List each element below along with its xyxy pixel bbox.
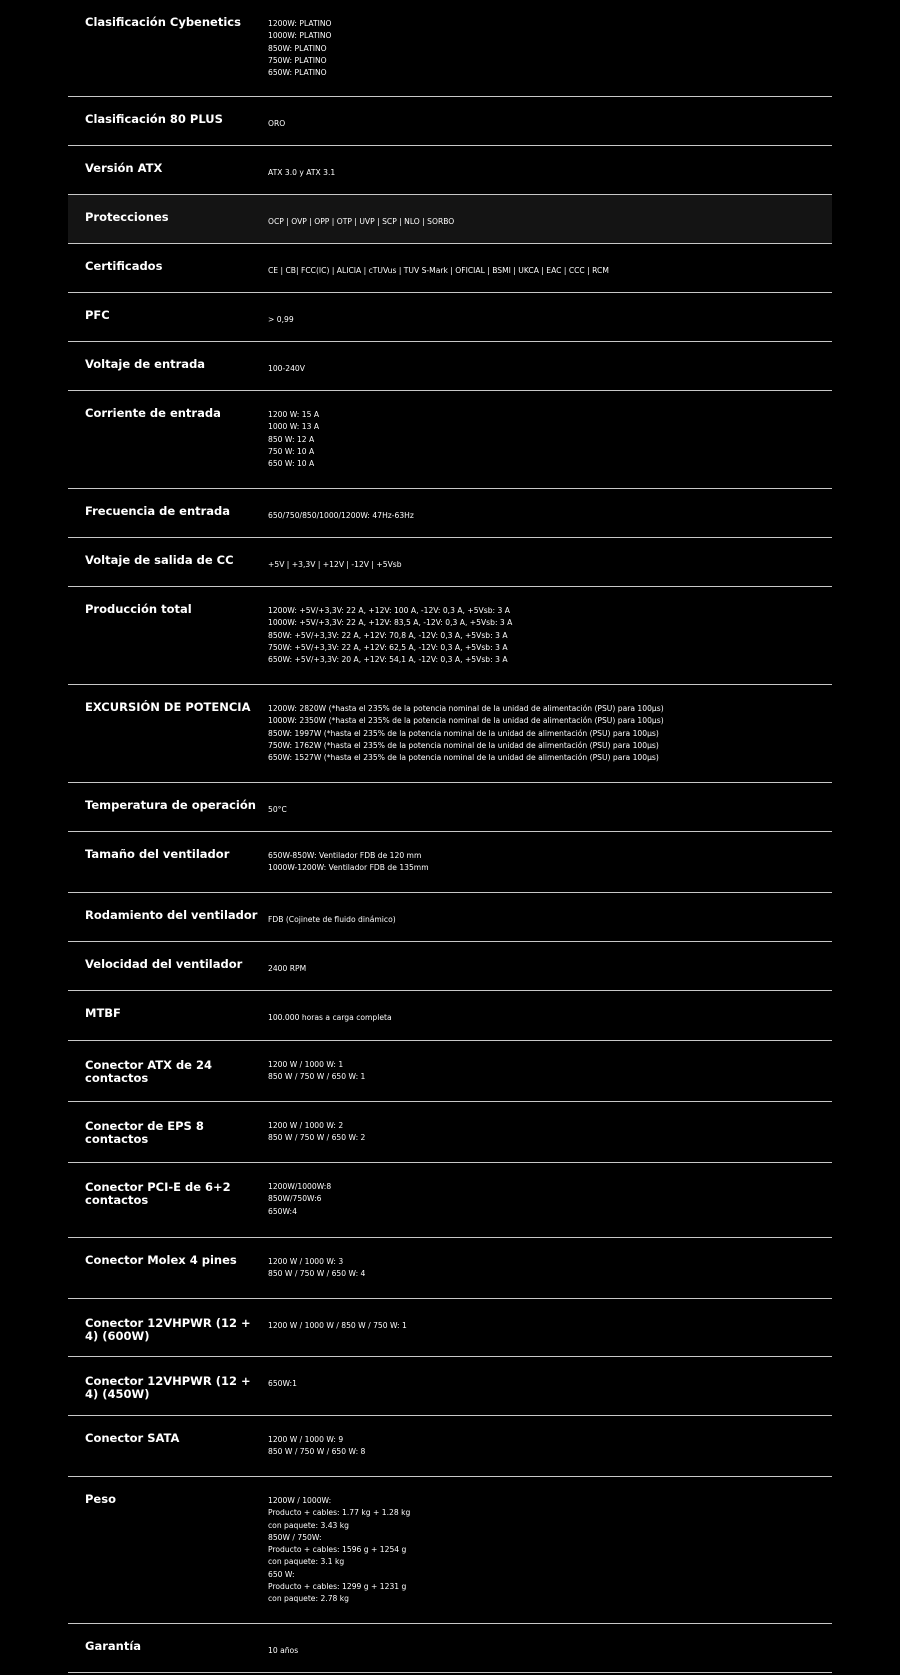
spec-label: Producción total — [85, 602, 192, 616]
spec-value-line: 750 W: 10 A — [268, 446, 315, 456]
spec-value — [268, 216, 826, 228]
spec-value-line: 1000W: +5V/+3,3V: 22 A, +12V: 83,5 A, -12V: 0,3 A, +5Vsb: 3 A — [268, 618, 513, 628]
spec-value — [268, 559, 826, 571]
spec-value-line: ORO — [268, 119, 286, 128]
spec-value-line: Producto + cables: 1596 g + 1254 g — [268, 1545, 407, 1555]
spec-row — [68, 783, 832, 832]
spec-value — [268, 963, 826, 975]
spec-value — [268, 605, 826, 666]
spec-value-line: 1200 W / 1000 W: 2 — [268, 1121, 344, 1130]
spec-value-line: 1000 W: 13 A — [268, 422, 320, 432]
spec-label: Temperatura de operación — [85, 798, 256, 812]
spec-value-line: 850 W / 750 W / 650 W: 4 — [268, 1269, 366, 1279]
spec-value-line: 1200W/1000W:8 — [268, 1182, 332, 1191]
spec-value — [268, 914, 826, 926]
spec-label: Conector 12VHPWR (12 + 4) (450W) — [85, 1374, 251, 1401]
spec-row — [68, 991, 832, 1041]
spec-value-line: FDB (Cojinete de fluido dinámico) — [268, 915, 396, 924]
spec-value — [268, 1012, 826, 1024]
spec-value-line: 650W:1 — [268, 1379, 297, 1388]
spec-value — [268, 314, 826, 326]
spec-value-line: 650 W: 10 A — [268, 459, 315, 469]
spec-value-line: 750W: 1762W (*hasta el 235% de la potencia nominal de la unidad de alimentación (PSU) para 100μs) — [268, 740, 659, 750]
spec-value-line: 850 W / 750 W / 650 W: 8 — [268, 1447, 366, 1457]
spec-row — [68, 587, 832, 685]
spec-value — [268, 118, 826, 130]
spec-label: Voltaje de entrada — [85, 357, 206, 371]
spec-row — [68, 1163, 832, 1238]
spec-value — [268, 1378, 826, 1390]
spec-label: Peso — [85, 1492, 116, 1506]
spec-value-line: 1000W: 2350W (*hasta el 235% de la potencia nominal de la unidad de alimentación (PSU) para 100μs) — [268, 716, 664, 726]
spec-row — [68, 293, 832, 342]
spec-value-line: 650/750/850/1000/1200W: 47Hz-63Hz — [268, 511, 414, 520]
spec-value-line: +5V | +3,3V | +12V | -12V | +5Vsb — [268, 560, 402, 569]
spec-value-line: 100-240V — [268, 364, 305, 373]
spec-value-line: 1200 W: 15 A — [268, 410, 320, 419]
spec-value-line: 850W: 1997W (*hasta el 235% de la potencia nominal de la unidad de alimentación (PSU) para 100μs) — [268, 728, 659, 738]
spec-value — [268, 1059, 826, 1084]
spec-value — [268, 18, 826, 79]
spec-row — [68, 1299, 832, 1357]
spec-row — [68, 1624, 832, 1673]
spec-label: Garantía — [85, 1639, 142, 1653]
spec-label: Rodamiento del ventilador — [85, 908, 258, 922]
spec-value — [268, 1495, 826, 1606]
spec-value-line: 650 W: — [268, 1569, 295, 1579]
spec-row — [68, 1041, 832, 1102]
spec-value-line: 850 W / 750 W / 650 W: 1 — [268, 1072, 366, 1082]
spec-label: Versión ATX — [85, 161, 163, 175]
spec-value-line: 850W: +5V/+3,3V: 22 A, +12V: 70,8 A, -12V: 0,3 A, +5Vsb: 3 A — [268, 630, 508, 640]
spec-value-line: 1200W / 1000W: — [268, 1496, 332, 1505]
spec-value-line: 1200 W / 1000 W: 9 — [268, 1435, 344, 1444]
spec-value-line: Producto + cables: 1.77 kg + 1.28 kg — [268, 1508, 411, 1518]
spec-row — [68, 97, 832, 146]
spec-value-line: 1000W-1200W: Ventilador FDB de 135mm — [268, 863, 429, 873]
spec-value-line: 1200 W / 1000 W: 3 — [268, 1257, 344, 1266]
spec-value — [268, 1181, 826, 1218]
spec-value-line: 650W: +5V/+3,3V: 20 A, +12V: 54,1 A, -12V: 0,3 A, +5Vsb: 3 A — [268, 655, 508, 665]
spec-label: Conector de EPS 8 contactos — [85, 1119, 204, 1146]
spec-label: Certificados — [85, 259, 163, 273]
spec-label: Conector Molex 4 pines — [85, 1253, 237, 1267]
spec-row — [68, 195, 832, 244]
spec-value — [268, 850, 826, 875]
spec-value-line: con paquete: 3.43 kg — [268, 1520, 349, 1530]
spec-value-line: 1200W: PLATINO — [268, 19, 332, 28]
spec-label: Velocidad del ventilador — [85, 957, 243, 971]
spec-label: Conector SATA — [85, 1431, 180, 1445]
spec-row — [68, 244, 832, 293]
spec-value-line: 650W: PLATINO — [268, 68, 327, 78]
spec-value-line: 1200 W / 1000 W / 850 W / 750 W: 1 — [268, 1321, 407, 1330]
spec-value-line: 850 W / 750 W / 650 W: 2 — [268, 1133, 366, 1143]
spec-row — [68, 538, 832, 587]
spec-row — [68, 391, 832, 489]
spec-label: Protecciones — [85, 210, 169, 224]
spec-value-line: 10 años — [268, 1646, 299, 1655]
spec-row — [68, 1102, 832, 1163]
spec-value-line: OCP | OVP | OPP | OTP | UVP | SCP | NLO | SORBO — [268, 217, 455, 226]
spec-label: Corriente de entrada — [85, 406, 221, 420]
spec-value-line: > 0,99 — [268, 315, 294, 324]
spec-value — [268, 804, 826, 816]
spec-value — [268, 1645, 826, 1657]
spec-value-line: con paquete: 2.78 kg — [268, 1594, 349, 1604]
spec-row — [68, 0, 832, 97]
spec-value — [268, 1120, 826, 1145]
spec-row — [68, 1238, 832, 1299]
spec-value-line: 850W: PLATINO — [268, 43, 327, 53]
spec-value-line: 650W: 1527W (*hasta el 235% de la potencia nominal de la unidad de alimentación (PSU) para 100μs) — [268, 753, 659, 763]
spec-value-line: 750W: PLATINO — [268, 55, 327, 65]
spec-row — [68, 489, 832, 538]
spec-value — [268, 363, 826, 375]
spec-value — [268, 265, 826, 277]
spec-value-line: 50°C — [268, 805, 287, 814]
spec-row — [68, 893, 832, 942]
spec-value — [268, 1320, 826, 1332]
spec-label: EXCURSIÓN DE POTENCIA — [85, 700, 251, 714]
spec-value-line: Producto + cables: 1299 g + 1231 g — [268, 1582, 407, 1592]
spec-value-line: 2400 RPM — [268, 964, 307, 973]
spec-label: Clasificación Cybenetics — [85, 15, 241, 29]
spec-label: Conector 12VHPWR (12 + 4) (600W) — [85, 1316, 251, 1343]
spec-row — [68, 146, 832, 195]
spec-value — [268, 703, 826, 764]
spec-row — [68, 942, 832, 991]
spec-value — [268, 409, 826, 470]
spec-label: MTBF — [85, 1006, 121, 1020]
spec-value — [268, 167, 826, 179]
spec-value-line: 650W:4 — [268, 1206, 297, 1216]
spec-row — [68, 342, 832, 391]
spec-value-line: 100.000 horas a carga completa — [268, 1013, 392, 1022]
spec-value-line: 1000W: PLATINO — [268, 31, 332, 41]
spec-value-line: 1200W: 2820W (*hasta el 235% de la potencia nominal de la unidad de alimentación (PSU) para 100μs) — [268, 704, 664, 713]
spec-row — [68, 1357, 832, 1416]
spec-value-line: 1200 W / 1000 W: 1 — [268, 1060, 344, 1069]
spec-value-line: CE | CB| FCC(IC) | ALICIA | cTUVus | TUV S-Mark | OFICIAL | BSMI | UKCA | EAC | CCC | RCM — [268, 266, 609, 275]
spec-value-line: 750W: +5V/+3,3V: 22 A, +12V: 62,5 A, -12V: 0,3 A, +5Vsb: 3 A — [268, 642, 508, 652]
spec-label: Conector ATX de 24 contactos — [85, 1058, 212, 1085]
spec-value — [268, 510, 826, 522]
spec-value-line: ATX 3.0 y ATX 3.1 — [268, 168, 336, 177]
spec-row — [68, 1477, 832, 1624]
spec-label: Clasificación 80 PLUS — [85, 112, 223, 126]
spec-label: Voltaje de salida de CC — [85, 553, 234, 567]
spec-label: Frecuencia de entrada — [85, 504, 231, 518]
spec-row — [68, 1416, 832, 1477]
spec-label: Tamaño del ventilador — [85, 847, 230, 861]
spec-value-line: 650W-850W: Ventilador FDB de 120 mm — [268, 851, 422, 860]
spec-label: PFC — [85, 308, 110, 322]
spec-value — [268, 1256, 826, 1281]
spec-value-line: 1200W: +5V/+3,3V: 22 A, +12V: 100 A, -12V: 0,3 A, +5Vsb: 3 A — [268, 606, 510, 615]
spec-label: Conector PCI-E de 6+2 contactos — [85, 1180, 231, 1207]
spec-value-line: 850W / 750W: — [268, 1532, 322, 1542]
spec-value-line: 850W/750W:6 — [268, 1194, 322, 1204]
spec-value-line: con paquete: 3.1 kg — [268, 1557, 345, 1567]
spec-row — [68, 685, 832, 783]
spec-value — [268, 1434, 826, 1459]
spec-value-line: 850 W: 12 A — [268, 434, 315, 444]
spec-row — [68, 832, 832, 893]
